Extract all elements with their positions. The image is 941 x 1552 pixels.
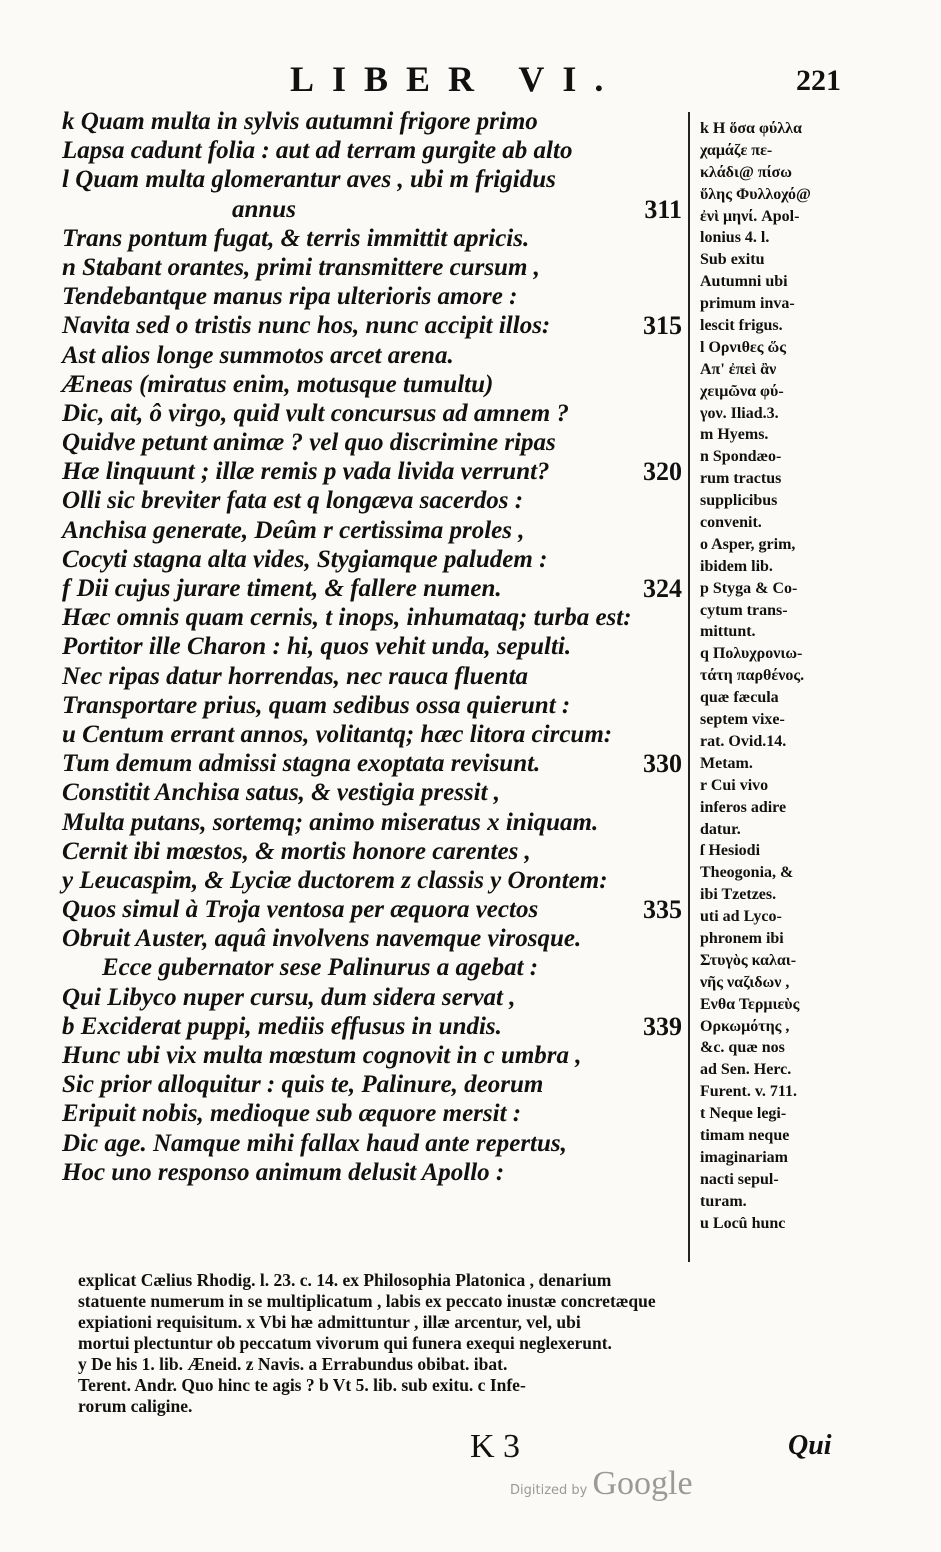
verse-text: Multa putans, sortemq; animo miseratus x iniquam. [62, 808, 599, 836]
margin-note-line: mittunt. [700, 623, 756, 641]
verse-line [62, 428, 682, 457]
verse-line [62, 457, 682, 486]
margin-note-line: Theogonia, & [700, 864, 794, 882]
margin-note-line: lonius 4. l. [700, 229, 770, 247]
verse-line [62, 749, 682, 778]
verse-text: Sic prior alloquitur : quis te, Palinure, deorum [62, 1071, 544, 1099]
verse-text: l Quam multa glomerantur aves , ubi m frigidus [62, 166, 556, 194]
verse-text: Hunc ubi vix multa mœstum cognovit in c umbra , [62, 1042, 582, 1069]
verse-line [62, 662, 682, 691]
footnote-line: rorum caligine. [78, 1396, 193, 1416]
margin-note-line: r Cui vivo [700, 776, 769, 794]
verse-line [62, 1041, 682, 1070]
margin-note-line: Furent. v. 711. [700, 1083, 798, 1101]
margin-note-line: convenit. [700, 514, 762, 532]
margin-note-line: datur. [700, 820, 741, 838]
margin-note-line: cytum trans- [700, 601, 788, 619]
margin-note-line: t Neque legi- [700, 1105, 787, 1123]
verse-line [62, 574, 682, 603]
margin-note-line: supplicibus [700, 492, 778, 510]
verse-text: f Dii cujus jurare timent, & fallere numen. [62, 575, 502, 602]
verse-line [62, 253, 682, 282]
verse-text: Tendebantque manus ripa ulterioris amore : [62, 283, 518, 311]
margin-note-line: u Locû hunc [700, 1214, 786, 1232]
verse-line [62, 341, 682, 370]
verse-line [62, 545, 682, 574]
line-number: 335 [643, 895, 682, 925]
verse-line [62, 370, 682, 399]
margin-note-line: χειμῶνα φύ- [700, 382, 784, 400]
margin-note-line: septem vixe- [700, 711, 785, 729]
page-number: 221 [796, 64, 841, 97]
catchword: Qui [788, 1430, 832, 1461]
margin-note-line: ſ Hesiodi [700, 842, 761, 860]
verse-line [62, 983, 682, 1012]
verse-line [62, 778, 682, 807]
verse-line [62, 691, 682, 720]
margin-note-line: primum inva- [700, 295, 795, 313]
margin-note-line: rat. Ovid.14. [700, 732, 787, 750]
margin-note-line: phronem ibi [700, 929, 784, 947]
margin-note-line: ibidem lib. [700, 557, 773, 575]
verse-line [62, 165, 682, 194]
margin-note-line: &c. quæ nos [700, 1039, 785, 1057]
verse-line [62, 107, 682, 136]
footnote-line: Terent. Andr. Quo hinc te agis ? b Vt 5. lib. sub exitu. c Infe- [78, 1375, 526, 1395]
verse-line [62, 311, 682, 340]
verse-text: Nec ripas datur horrendas, nec rauca fluenta [62, 662, 529, 690]
signature-mark: K 3 [470, 1428, 521, 1465]
verse-text: u Centum errant annos, volitantq; hæc litora circum: [62, 720, 613, 748]
margin-note-line: lescit frigus. [700, 317, 783, 335]
footnote-line: expiationi requisitum. x Vbi hæ admittuntur , illæ arcentur, vel, ubi [78, 1312, 581, 1332]
verse-text: Dic, ait, ô virgo, quid vult concursus ad amnem ? [62, 399, 569, 427]
footnote-line: mortui plectuntur ob peccatum vivorum qui funera exequi neglexerunt. [78, 1333, 612, 1353]
margin-note-line: p Styga & Co- [700, 579, 798, 597]
verse-line [62, 195, 682, 224]
margin-note-line: γον. Iliad.3. [700, 404, 779, 422]
margin-note-line: timam neque [700, 1126, 790, 1144]
google-logo: Google [592, 1465, 693, 1502]
margin-note-line: m Hyems. [700, 426, 769, 444]
verse-text: n Stabant orantes, primi transmittere cursum , [62, 253, 540, 281]
verse-text: Tum demum admissi stagna exoptata revisunt. [62, 750, 541, 778]
verse-column [62, 107, 682, 1187]
verse-text: y Leucaspim, & Lyciæ ductorem z classis y Orontem: [62, 866, 608, 894]
watermark-prefix: Digitized by [510, 1483, 588, 1498]
margin-notes [700, 118, 840, 1234]
line-number: 311 [644, 194, 682, 224]
verse-text: b Exciderat puppi, mediis effusus in undis. [62, 1012, 502, 1040]
margin-note-line: turam. [700, 1192, 747, 1210]
verse-line [62, 136, 682, 165]
digitized-watermark [510, 1465, 693, 1503]
verse-text: Hæc omnis quam cernis, t inops, inhumataq; turba est: [62, 604, 632, 632]
verse-text: Quidve petunt animæ ? vel quo discrimine ripas [62, 429, 556, 457]
running-title: LIBER VI. [290, 59, 622, 99]
margin-note-line: νῆς ναζιδων , [700, 973, 790, 991]
margin-note-line: Autumni ubi [700, 273, 788, 291]
footnote-line: explicat Cælius Rhodig. l. 23. c. 14. ex Philosophia Platonica , denarium [78, 1270, 612, 1290]
verse-text: Qui Libyco nuper cursu, dum sidera servat , [62, 983, 516, 1011]
verse-text: Transportare prius, quam sedibus ossa quierunt : [62, 691, 571, 719]
verse-line [62, 953, 682, 982]
verse-line [62, 1012, 682, 1041]
verse-line [62, 720, 682, 749]
verse-text: Dic age. Namque mihi fallax haud ante repertus, [62, 1129, 567, 1157]
margin-note-line: Metam. [700, 754, 753, 772]
verse-line [62, 516, 682, 545]
verse-line [62, 632, 682, 661]
margin-note-line: ad Sen. Herc. [700, 1061, 792, 1079]
verse-text: Eripuit nobis, medioque sub æquore mersit : [62, 1100, 522, 1128]
verse-text: Ecce gubernator sese Palinurus a agebat : [102, 954, 539, 982]
margin-note-line: q Πολυχρονιω- [700, 645, 803, 663]
line-number: 330 [643, 749, 682, 779]
verse-text: annus [232, 195, 296, 223]
verse-text: Cernit ibi mœstos, & mortis honore carentes , [62, 837, 531, 865]
verse-line [62, 808, 682, 837]
verse-text: Obruit Auster, aquâ involvens navemque virosque. [62, 925, 582, 953]
verse-text: Constitit Anchisa satus, & vestigia pressit , [62, 779, 501, 807]
verse-line [62, 1070, 682, 1099]
margin-note-line: ὕλης Φυλλοχό@ [700, 185, 811, 203]
margin-note-line: uti ad Lyco- [700, 908, 782, 926]
verse-line [62, 224, 682, 253]
margin-note-line: Στυγὸς καλαι- [700, 951, 797, 969]
column-divider [688, 112, 690, 1262]
margin-note-line: κλάδι@ πίσω [700, 163, 792, 181]
margin-note-line: χαμάζε πε- [700, 141, 773, 159]
verse-line [62, 486, 682, 515]
footnotes [78, 1270, 848, 1417]
verse-text: Cocyti stagna alta vides, Stygiamque paludem : [62, 545, 548, 573]
verse-text: k Quam multa in sylvis autumni frigore primo [62, 108, 538, 135]
verse-text: Hæ linquunt ; illæ remis p vada livida verrunt? [62, 458, 550, 486]
margin-note-line: k Η ὅσα φύλλα [700, 120, 802, 137]
verse-text: Navita sed o tristis nunc hos, nunc accipit illos: [62, 312, 551, 340]
verse-text: Olli sic breviter fata est q longæva sacerdos : [62, 487, 524, 515]
margin-note-line: o Asper, grim, [700, 535, 796, 553]
line-number: 339 [643, 1011, 682, 1041]
verse-line [62, 1099, 682, 1128]
footnote-line: statuente numerum in se multiplicatum , labis ex peccato inustæ concretæque [78, 1291, 656, 1311]
margin-note-line: τάτη παρθένος. [700, 667, 805, 685]
verse-line [62, 1129, 682, 1158]
verse-text: Hoc uno responso animum delusit Apollo : [62, 1158, 505, 1186]
verse-line [62, 1158, 682, 1187]
margin-note-line: inferos adire [700, 798, 787, 816]
verse-text: Lapsa cadunt folia : aut ad terram gurgite ab alto [62, 137, 573, 165]
margin-note-line: imaginariam [700, 1148, 788, 1166]
verse-text: Æneas (miratus enim, motusque tumultu) [62, 370, 494, 398]
margin-note-line: Απ' ἐπεὶ ἂν [700, 360, 777, 378]
line-number: 315 [643, 311, 682, 341]
margin-note-line: l Ορνιθες ὥς [700, 338, 786, 356]
margin-note-line: nacti sepul- [700, 1170, 779, 1188]
verse-line [62, 399, 682, 428]
verse-line [62, 895, 682, 924]
margin-note-line: n Spondæo- [700, 448, 782, 466]
verse-line [62, 866, 682, 895]
footnote-line: y De his 1. lib. Æneid. z Navis. a Errabundus obibat. ibat. [78, 1354, 508, 1374]
verse-text: Trans pontum fugat, & terris immittit apricis. [62, 224, 530, 252]
margin-note-line: Ενθα Τερμιεὺς [700, 995, 800, 1013]
verse-text: Ast alios longe summotos arcet arena. [62, 341, 454, 369]
verse-text: Anchisa generate, Deûm r certissima proles , [62, 516, 525, 544]
verse-line [62, 282, 682, 311]
margin-note-line: quæ fæcula [700, 689, 779, 707]
verse-line [62, 603, 682, 632]
margin-note-line: ibi Tzetzes. [700, 886, 777, 904]
verse-line [62, 924, 682, 953]
line-number: 320 [643, 457, 682, 487]
verse-line [62, 837, 682, 866]
verse-text: Quos simul à Troja ventosa per æquora vectos [62, 896, 539, 924]
margin-note-line: Ορκωμότης , [700, 1017, 790, 1035]
line-number: 324 [643, 574, 682, 603]
margin-note-line: rum tractus [700, 470, 782, 488]
running-header [0, 58, 941, 98]
margin-note-line: ἐνὶ μηνί. Apol- [700, 207, 800, 225]
verse-text: Portitor ille Charon : hi, quos vehit unda, sepulti. [62, 633, 572, 661]
margin-note-line: Sub exitu [700, 251, 765, 269]
